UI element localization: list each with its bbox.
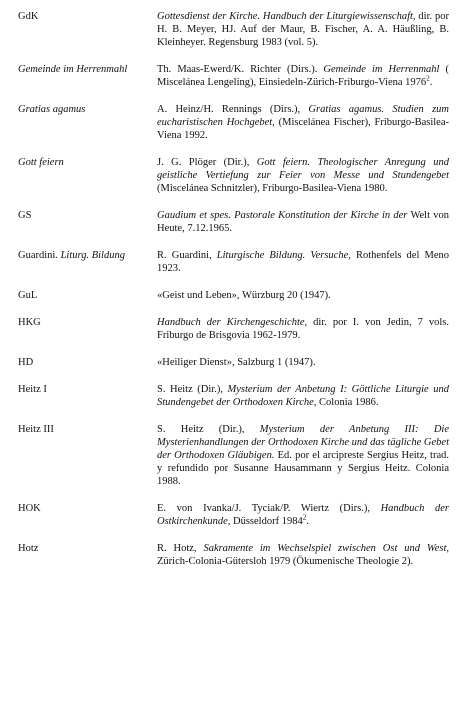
abbreviation-reference xyxy=(157,10,449,49)
reference-text-part: E. von Ivanka/J. Tyciak/P. Wiertz (Dirs.), xyxy=(157,503,381,514)
abbreviations-list xyxy=(18,10,449,568)
abbreviation-term-part: Guardini. xyxy=(18,250,61,261)
reference-text-part: Gottesdienst der Kirche. Handbuch der Liturgiewissenschaft, xyxy=(157,11,416,22)
abbreviation-entry xyxy=(18,103,449,142)
abbreviation-entry xyxy=(18,502,449,528)
abbreviation-reference xyxy=(157,542,449,568)
reference-text-part: R. Hotz, xyxy=(157,543,204,554)
reference-text-part: 2 xyxy=(302,513,307,522)
reference-text-part: ( Miscelánea Lengeling), Einsiedeln-Zürich-Friburgo-Viena 1976 xyxy=(157,64,449,88)
abbreviation-entry xyxy=(18,542,449,568)
abbreviation-entry xyxy=(18,156,449,195)
abbreviation-reference xyxy=(157,383,449,409)
reference-text-part: R. Guardini, xyxy=(157,250,217,261)
reference-text-part: Handbuch der Ostkirchenkunde, xyxy=(157,503,449,527)
abbreviation-entry xyxy=(18,316,449,342)
reference-text-part: S. Heitz (Dir.), xyxy=(157,384,228,395)
reference-text-part: . xyxy=(306,516,309,527)
reference-text-part: (Miscelánea Fischer), Friburgo-Basilea-Viena 1992. xyxy=(157,117,449,141)
reference-text-part: 2 xyxy=(426,74,430,83)
abbreviation-entry xyxy=(18,249,449,275)
abbreviation-term: Gott feiern xyxy=(18,157,64,168)
reference-text-part: Mysterium der Anbetung I: Göttliche Liturgie und Stundengebet der Orthodoxen Kirche, xyxy=(157,384,449,408)
abbreviation-reference xyxy=(157,103,449,142)
reference-text-part: Gemeinde im Herrenmahl xyxy=(323,64,440,75)
abbreviation-term: HOK xyxy=(18,503,41,514)
reference-text-part: Colonia 1986. xyxy=(316,397,379,408)
abbreviation-reference xyxy=(157,63,449,89)
reference-text-part: dir. por I. von Jedin, 7 vols. Friburgo de Brisgovia 1962-1979. xyxy=(157,317,449,341)
reference-text-part: Gott feiern. Theologischer Anregung und geistliche Vertiefung zur Feier von Messe und Stundengebet xyxy=(157,157,449,181)
abbreviation-term: HD xyxy=(18,357,34,368)
abbreviation-reference xyxy=(157,316,449,342)
reference-text-part: Gratias agamus. Studien zum eucharistischen Hochgebet, xyxy=(157,104,449,128)
reference-text-part: Rothenfels del Meno 1923. xyxy=(157,250,449,274)
reference-text-part: Zürich-Colonia-Gütersloh 1979 (Ökumenische Theologie 2). xyxy=(157,556,414,567)
reference-text-part: Gaudium et spes. Pastorale Konstitution der Kirche in der xyxy=(157,210,408,221)
reference-text-part: Welt von Heute, 7.12.1965. xyxy=(157,210,449,234)
abbreviation-entry xyxy=(18,209,449,235)
abbreviation-reference xyxy=(157,356,449,369)
reference-text-part: Th. Maas-Ewerd/K. Richter (Dirs.). xyxy=(157,64,324,75)
abbreviation-term: GuL xyxy=(18,290,38,301)
abbreviation-term: Hotz xyxy=(18,543,39,554)
abbreviation-term: Gratias agamus xyxy=(18,104,86,115)
abbreviation-term: Gemeinde im Herrenmahl xyxy=(18,64,128,75)
abbreviation-term: HKG xyxy=(18,317,41,328)
abbreviation-term: GdK xyxy=(18,11,39,22)
abbreviation-entry xyxy=(18,383,449,409)
abbreviation-term: Heitz III xyxy=(18,424,54,435)
abbreviation-term: GS xyxy=(18,210,32,221)
abbreviation-term-part: Liturg. Bildung xyxy=(60,250,125,261)
abbreviation-entry xyxy=(18,289,449,302)
reference-text-part: Ed. por el arcipreste Sergius Heitz, trad. y refundido por Susanne Hausammann y Sergius Heitz. Colonia 1988. xyxy=(157,450,449,487)
reference-text-part: Düsseldorf 1984 xyxy=(230,516,303,527)
abbreviation-entry xyxy=(18,423,449,488)
reference-text-part: J. G. Plöger (Dir.), xyxy=(157,157,257,168)
abbreviation-reference xyxy=(157,289,449,302)
reference-text-part: «Heiliger Dienst», Salzburg 1 (1947). xyxy=(157,357,316,368)
abbreviation-reference xyxy=(157,502,449,528)
reference-text-part: A. Heinz/H. Rennings (Dirs.), xyxy=(157,104,309,115)
abbreviation-entry xyxy=(18,63,449,89)
reference-text-part: S. Heitz (Dir.), xyxy=(157,424,260,435)
abbreviation-reference xyxy=(157,156,449,195)
reference-text-part: . xyxy=(429,77,433,88)
abbreviation-term xyxy=(18,249,157,262)
reference-text-part: Sakramente im Wechselspiel zwischen Ost und West, xyxy=(203,543,449,554)
reference-text-part: Liturgische Bildung. Versuche, xyxy=(216,250,351,261)
reference-text-part: dir. por H. B. Meyer, HJ. Auf der Maur, B. Fischer, A. A. Häußling, B. Kleinheyer. Regensburg 1983 (vol. 5). xyxy=(157,11,449,48)
abbreviation-term: Heitz I xyxy=(18,384,47,395)
reference-text-part: Mysterium der Anbetung III: Die Mysterienhandlungen der Orthodoxen Kirche und das tägliche Gebet der Orthodoxen Gläubigen. xyxy=(157,424,449,461)
reference-text-part: «Geist und Leben», Würzburg 20 (1947). xyxy=(157,290,331,301)
abbreviation-reference xyxy=(157,423,449,488)
abbreviation-reference xyxy=(157,209,449,235)
reference-text-part: (Miscelánea Schnitzler), Friburgo-Basilea-Viena 1980. xyxy=(157,183,388,194)
abbreviation-entry xyxy=(18,356,449,369)
reference-text-part: Handbuch der Kirchengeschichte, xyxy=(157,317,308,328)
abbreviation-reference xyxy=(157,249,449,275)
abbreviation-entry xyxy=(18,10,449,49)
